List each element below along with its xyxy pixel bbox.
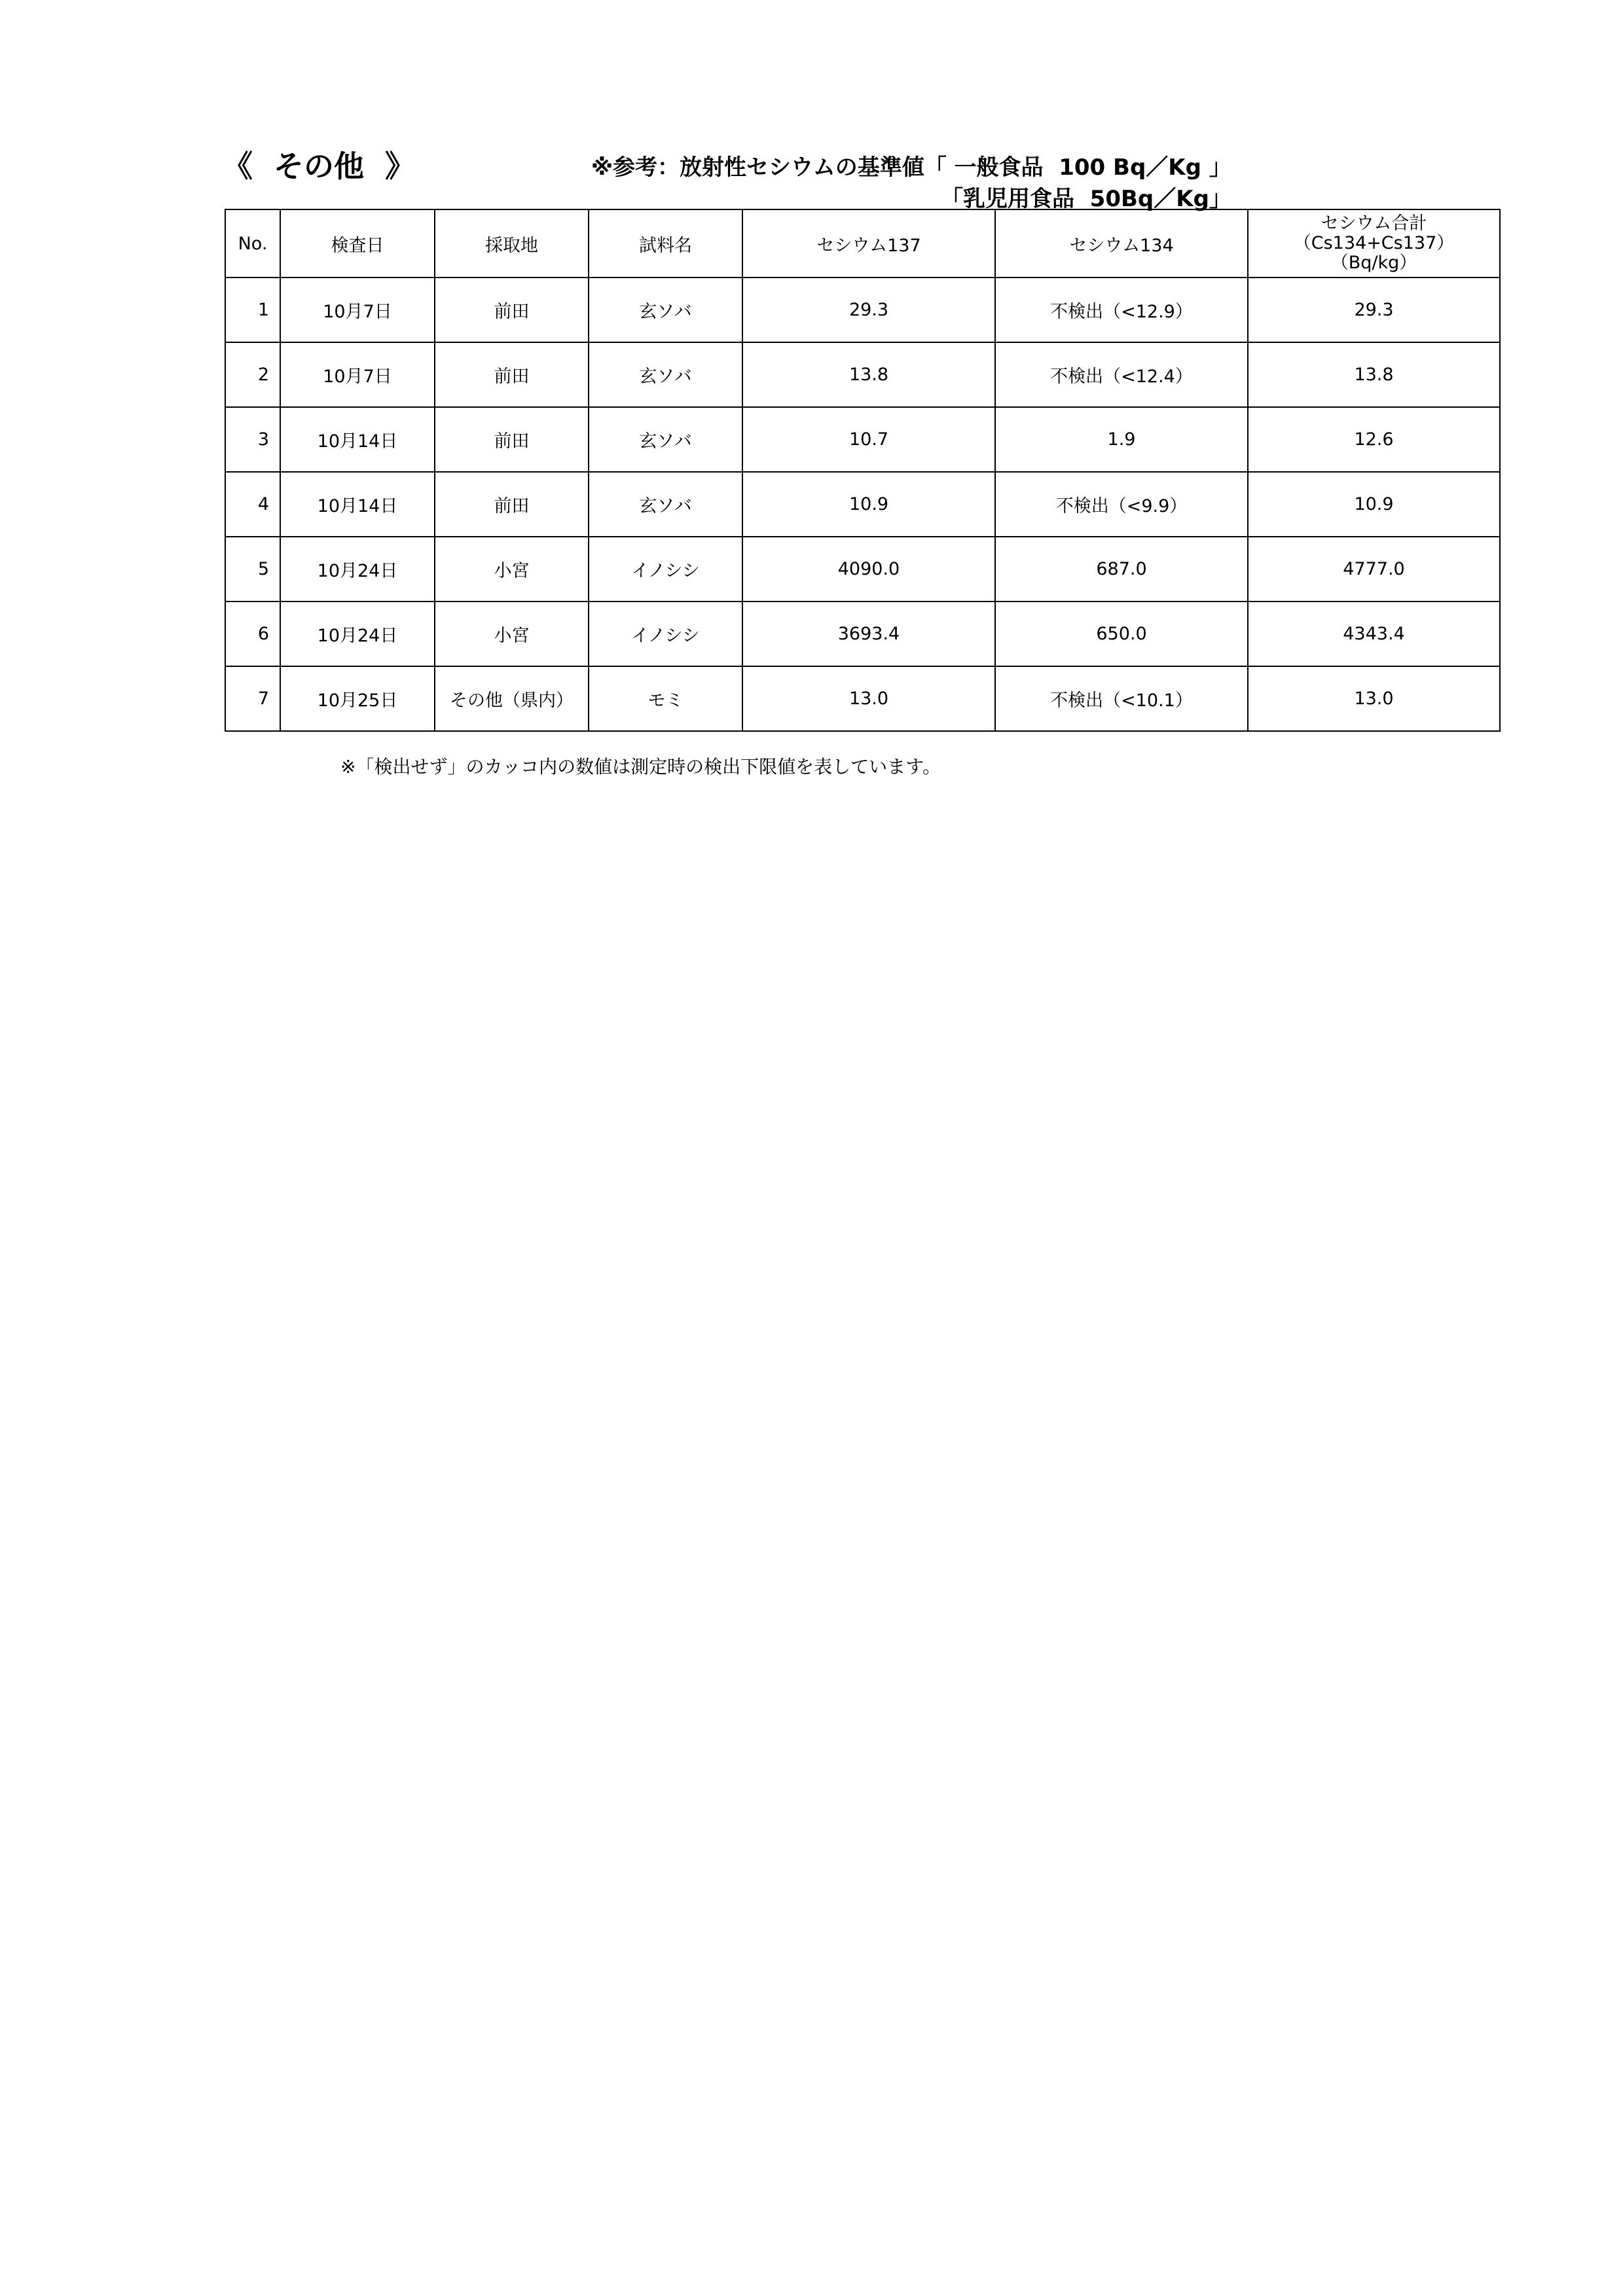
cell-date: 10月24日 <box>280 537 435 601</box>
table-row <box>225 601 1500 666</box>
cell-total: 13.8 <box>1248 342 1500 407</box>
table-row <box>225 278 1500 342</box>
cell-location: その他（県内） <box>435 666 589 731</box>
cell-location: 前田 <box>435 472 589 537</box>
cell-no: 6 <box>225 601 280 666</box>
cell-sample: 玄ソバ <box>589 472 742 537</box>
cell-sample: 玄ソバ <box>589 407 742 472</box>
cell-location: 小宮 <box>435 601 589 666</box>
cell-cs134: 不検出（<9.9） <box>995 472 1248 537</box>
table-row <box>225 666 1500 731</box>
results-table <box>225 209 1501 732</box>
cell-cs134: 不検出（<12.4） <box>995 342 1248 407</box>
cell-total: 29.3 <box>1248 278 1500 342</box>
cell-cs137: 29.3 <box>742 278 995 342</box>
cell-no: 1 <box>225 278 280 342</box>
section-title: 《 その他 》 <box>223 149 416 184</box>
header-no: No. <box>225 209 280 278</box>
cell-cs134: 650.0 <box>995 601 1248 666</box>
cell-sample: モミ <box>589 666 742 731</box>
cell-date: 10月14日 <box>280 407 435 472</box>
cell-date: 10月7日 <box>280 342 435 407</box>
cell-total: 12.6 <box>1248 407 1500 472</box>
cell-cs137: 3693.4 <box>742 601 995 666</box>
cell-sample: 玄ソバ <box>589 278 742 342</box>
header-total-line3: （Bq/kg） <box>1330 253 1417 273</box>
cell-total: 13.0 <box>1248 666 1500 731</box>
cell-total: 4343.4 <box>1248 601 1500 666</box>
cell-cs137: 4090.0 <box>742 537 995 601</box>
cell-cs134: 687.0 <box>995 537 1248 601</box>
cell-no: 4 <box>225 472 280 537</box>
footnote: ※「検出せず」のカッコ内の数値は測定時の検出下限値を表しています。 <box>340 756 941 778</box>
cell-total: 10.9 <box>1248 472 1500 537</box>
table-row <box>225 342 1500 407</box>
cell-sample: イノシシ <box>589 601 742 666</box>
cell-no: 2 <box>225 342 280 407</box>
header-cs137: セシウム137 <box>742 209 995 278</box>
table-header-row <box>225 209 1500 278</box>
reference-standard-general: ※参考：放射性セシウムの基準値「 一般食品 100 Bq／Kg 」 <box>591 154 1231 181</box>
cell-date: 10月14日 <box>280 472 435 537</box>
cell-cs137: 13.8 <box>742 342 995 407</box>
cell-date: 10月25日 <box>280 666 435 731</box>
cell-location: 前田 <box>435 407 589 472</box>
cell-no: 7 <box>225 666 280 731</box>
cell-date: 10月24日 <box>280 601 435 666</box>
cell-cs134: 1.9 <box>995 407 1248 472</box>
table-row <box>225 407 1500 472</box>
header-date: 検査日 <box>280 209 435 278</box>
header-total-line2: （Cs134+Cs137） <box>1293 233 1455 253</box>
cell-cs134: 不検出（<12.9） <box>995 278 1248 342</box>
header-cs134: セシウム134 <box>995 209 1248 278</box>
cell-sample: イノシシ <box>589 537 742 601</box>
table-row <box>225 472 1500 537</box>
cell-cs137: 10.9 <box>742 472 995 537</box>
header-location: 採取地 <box>435 209 589 278</box>
cell-date: 10月7日 <box>280 278 435 342</box>
header-total <box>1248 209 1500 278</box>
header-total-line1: セシウム合計 <box>1321 213 1427 234</box>
cell-no: 5 <box>225 537 280 601</box>
cell-location: 前田 <box>435 342 589 407</box>
cell-cs137: 13.0 <box>742 666 995 731</box>
cell-total: 4777.0 <box>1248 537 1500 601</box>
reference-standard-infant: 「乳児用食品 50Bq／Kg」 <box>941 186 1231 212</box>
cell-cs137: 10.7 <box>742 407 995 472</box>
cell-location: 前田 <box>435 278 589 342</box>
header-sample: 試料名 <box>589 209 742 278</box>
cell-no: 3 <box>225 407 280 472</box>
cell-location: 小宮 <box>435 537 589 601</box>
table-row <box>225 537 1500 601</box>
cell-sample: 玄ソバ <box>589 342 742 407</box>
cell-cs134: 不検出（<10.1） <box>995 666 1248 731</box>
